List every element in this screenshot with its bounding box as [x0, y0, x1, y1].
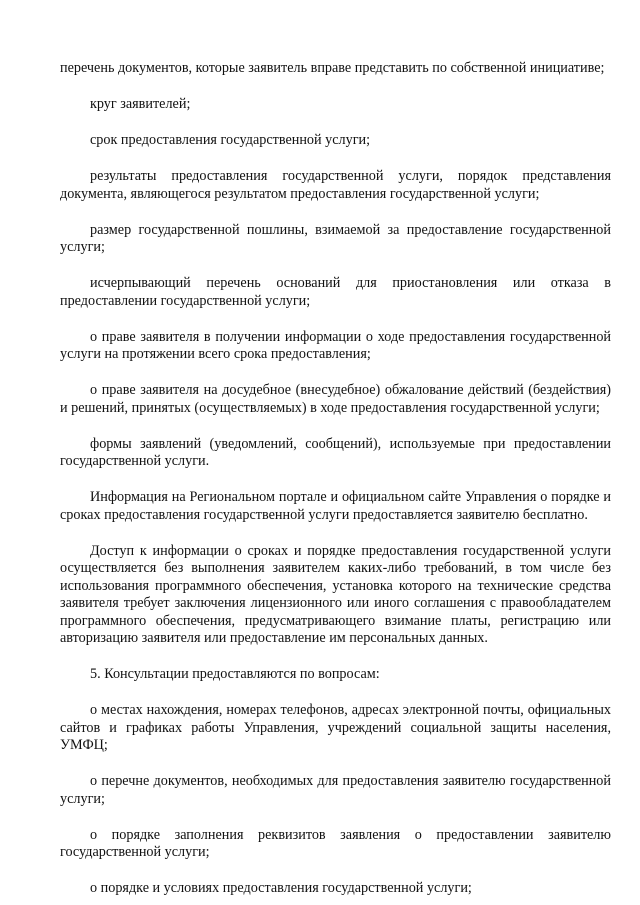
paragraph-2: круг заявителей;	[90, 96, 191, 112]
paragraph-9: формы заявлений (уведомлений, сообщений), используемые при предоставлении государственной услуги.	[60, 435, 611, 469]
paragraph-6: исчерпывающий перечень оснований для приостановления или отказа в предоставлении государственной услуги;	[60, 275, 611, 309]
paragraph-11: Доступ к информации о сроках и порядке предоставления государственной услуги осуществляется без выполнения заявителем каких-либо требований, в том числе без использования программного обеспечения, установка которого на технические средства заявителя требует заключения лицензионного или иного соглашения с правообладателем программного обеспечения, предусматривающего взимание платы, регистрацию или авторизацию заявителя или предоставление им персональных данных.	[60, 542, 611, 646]
paragraph-3: срок предоставления государственной услуги;	[90, 132, 371, 148]
paragraph-16: о порядке и условиях предоставления государственной услуги;	[90, 880, 472, 896]
paragraph-1: перечень документов, которые заявитель вправе представить по собственной инициативе;	[60, 60, 605, 76]
paragraph-7: о праве заявителя в получении информации о ходе предоставления государственной услуги на протяжении всего срока предоставления;	[60, 328, 611, 362]
paragraph-4: результаты предоставления государственной услуги, порядок представления документа, являющегося результатом предоставления государственной услуги;	[60, 168, 611, 202]
paragraph-12: 5. Консультации предоставляются по вопросам:	[90, 666, 380, 682]
paragraph-5: размер государственной пошлины, взимаемой за предоставление государственной услуги;	[60, 221, 611, 255]
paragraph-8: о праве заявителя на досудебное (внесудебное) обжалование действий (бездействия) и решений, принятых (осуществляемых) в ходе предоставления государственной услуги;	[60, 382, 611, 416]
document-page	[60, 60, 611, 898]
paragraph-13: о местах нахождения, номерах телефонов, адресах электронной почты, официальных сайтов и графиках работы Управления, учреждений социальной защиты населения, УМФЦ;	[60, 702, 611, 753]
paragraph-15: о порядке заполнения реквизитов заявления о предоставлении заявителю государственной услуги;	[60, 826, 611, 860]
paragraph-10: Информация на Региональном портале и официальном сайте Управления о порядке и сроках предоставления государственной услуги предоставляется заявителю бесплатно.	[60, 489, 611, 523]
paragraph-14: о перечне документов, необходимых для предоставления заявителю государственной услуги;	[60, 773, 611, 807]
